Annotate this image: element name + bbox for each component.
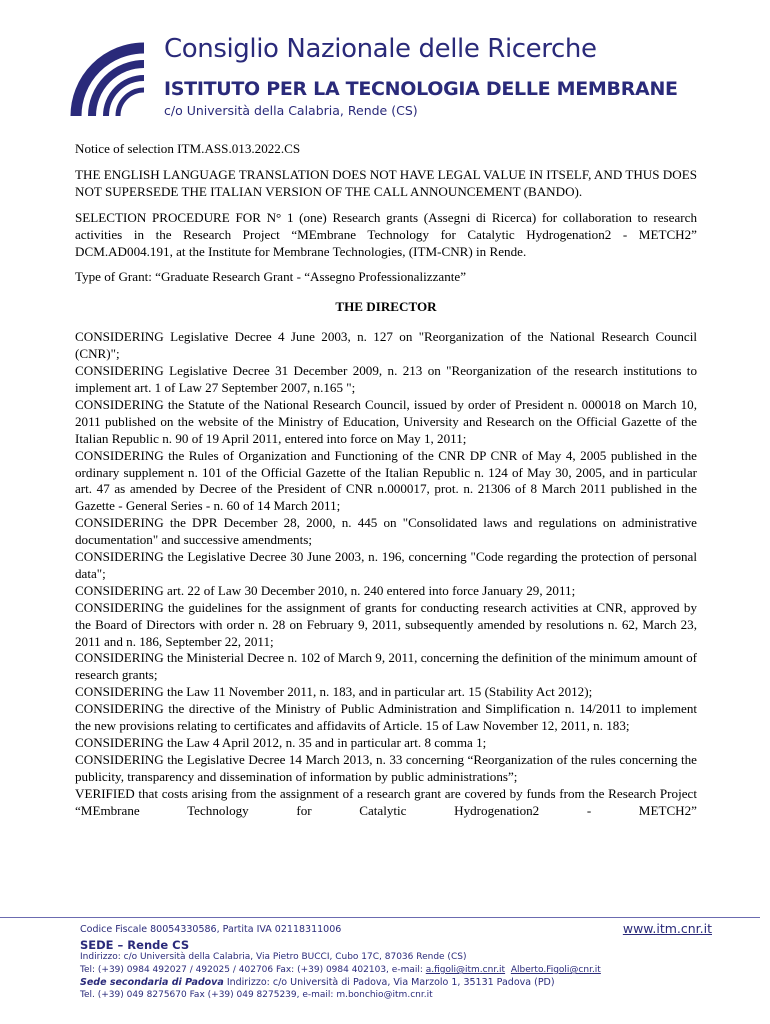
- director-heading: THE DIRECTOR: [335, 299, 437, 315]
- consideration-item: CONSIDERING the Ministerial Decree n. 102 of March 9, 2011, concerning the definition of the minimum amount of research grants;: [75, 650, 697, 683]
- branch-info: [80, 977, 555, 988]
- consideration-item: CONSIDERING the DPR December 28, 2000, n. 445 on "Consolidated laws and regulations on administrative documentation" and successive amendments;: [75, 515, 697, 548]
- seat-title: SEDE – Rende CS: [80, 938, 190, 952]
- verified-clause: VERIFIED that costs arising from the assignment of a research grant are covered by funds from the Research Project “MEmbrane Technology for Catalytic Hydrogenation2 - METCH2”: [75, 785, 697, 818]
- email-link[interactable]: a.figoli@itm.cnr.it: [425, 965, 506, 975]
- branch-title: Sede secondaria di Padova: [80, 977, 224, 988]
- institute-name: ISTITUTO PER LA TECNOLOGIA DELLE MEMBRANE: [164, 78, 678, 100]
- seat-contacts: [80, 965, 601, 975]
- consideration-item: CONSIDERING the Statute of the National Research Council, issued by order of President n. 000018 on March 10, 2011 published on the website of the Ministry of Education, University and Research on the Official Gazette of the Italian Republic n. 90 of 19 April 2011, entered into force on May 1, 2011;: [75, 396, 697, 446]
- cnr-logo-icon: [68, 40, 150, 122]
- notice-number: Notice of selection ITM.ASS.013.2022.CS: [75, 141, 301, 156]
- consideration-item: CONSIDERING the Law 4 April 2012, n. 35 and in particular art. 8 comma 1;: [75, 735, 487, 750]
- selection-procedure: SELECTION PROCEDURE FOR N° 1 (one) Research grants (Assegni di Ricerca) for collaboration to research activities in the Research Project “MEmbrane Technology for Catalytic Hydrogenation2 - METCH2” DCM.AD004.191, at the Institute for Membrane Technologies, (ITM-CNR) in Rende.: [75, 209, 697, 259]
- consideration-item: CONSIDERING the guidelines for the assignment of grants for conducting research activities at CNR, approved by the Board of Directors with order n. 28 on February 9, 2011, subsequently amended by resolutions n. 62, March 23, 2011 and n. 186, September 22, 2011;: [75, 599, 697, 649]
- consideration-item: CONSIDERING art. 22 of Law 30 December 2010, n. 240 entered into force January 29, 2011;: [75, 582, 576, 598]
- seat-address: Indirizzo: c/o Università della Calabria, Via Pietro BUCCI, Cubo 17C, 87036 Rende (CS): [80, 952, 467, 962]
- consideration-item: CONSIDERING the Rules of Organization and Functioning of the CNR DP CNR of May 4, 2005 published in the ordinary supplement n. 101 of the Official Gazette of the Italian Republic n. 124 of May 30, 2005, and in particular art. 47 as amended by Decree of the President of CNR n.000017, prot. n. 21306 of 8 March 2011 published in the Gazette - General Series - n. 60 of 14 March 2011;: [75, 447, 697, 514]
- seat-contacts-text: Tel: (+39) 0984 492027 / 492025 / 402706 Fax: (+39) 0984 402103, e-mail:: [80, 965, 426, 975]
- document-body: [75, 141, 697, 820]
- translation-disclaimer: THE ENGLISH LANGUAGE TRANSLATION DOES NOT HAVE LEGAL VALUE IN ITSELF, AND THUS DOES NOT SUPERSEDE THE ITALIAN VERSION OF THE CALL ANNOUNCEMENT (BANDO).: [75, 166, 697, 199]
- letterhead: [0, 0, 770, 130]
- organization-name: Consiglio Nazionale delle Ricerche: [164, 34, 597, 64]
- grant-type: Type of Grant: “Graduate Research Grant - “Assegno Professionalizzante”: [75, 269, 467, 285]
- branch-address: Indirizzo: c/o Università di Padova, Via Marzolo 1, 35131 Padova (PD): [223, 977, 555, 988]
- email-link[interactable]: Alberto.Figoli@cnr.it: [510, 965, 601, 975]
- institute-address: c/o Università della Calabria, Rende (CS): [164, 103, 418, 118]
- website-link[interactable]: www.itm.cnr.it: [622, 921, 712, 936]
- consideration-item: CONSIDERING the Legislative Decree 14 March 2013, n. 33 concerning “Reorganization of the rules concerning the publicity, transparency and dissemination of information by public administrations”;: [75, 751, 697, 784]
- branch-contacts: Tel. (+39) 049 8275670 Fax (+39) 049 8275239, e-mail: m.bonchio@itm.cnr.it: [80, 990, 433, 1000]
- footer-divider: [0, 917, 760, 918]
- consideration-item: CONSIDERING the directive of the Ministry of Public Administration and Simplification n. 14/2011 to implement the new provisions relating to certificates and affidavits of Article. 15 of Law November 12, 2011, n. 183;: [75, 701, 697, 734]
- consideration-item: CONSIDERING the Law 11 November 2011, n. 183, and in particular art. 15 (Stability Act 2012);: [75, 684, 593, 700]
- consideration-item: CONSIDERING Legislative Decree 4 June 2003, n. 127 on "Reorganization of the National Research Council (CNR)";: [75, 329, 697, 362]
- consideration-item: CONSIDERING Legislative Decree 31 December 2009, n. 213 on "Reorganization of the research institutions to implement art. 1 of Law 27 September 2007, n.165 ";: [75, 363, 697, 395]
- consideration-item: CONSIDERING the Legislative Decree 30 June 2003, n. 196, concerning "Code regarding the protection of personal data";: [75, 549, 697, 581]
- fiscal-code: Codice Fiscale 80054330586, Partita IVA 02118311006: [80, 924, 342, 935]
